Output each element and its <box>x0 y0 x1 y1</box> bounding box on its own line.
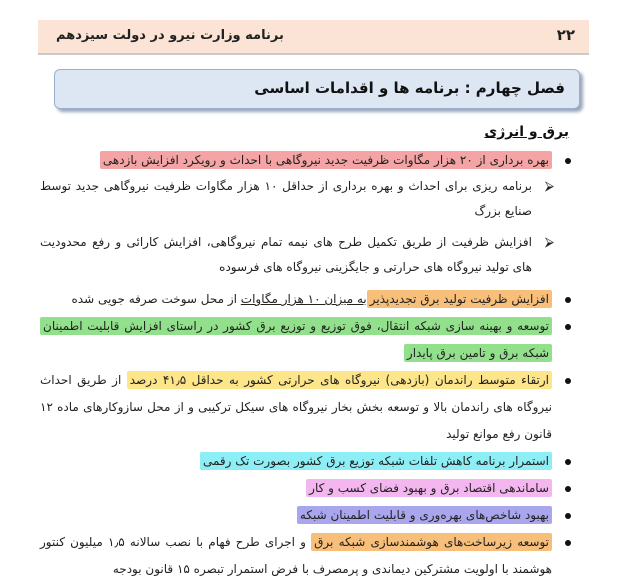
content-list <box>40 147 576 583</box>
underlined-text: به میزان ۱۰ هزار مگاوات <box>240 292 367 306</box>
list-item <box>40 529 576 583</box>
item-text: از محل سوخت صرفه جویی شده <box>71 292 241 306</box>
list-item <box>40 502 576 529</box>
running-title: برنامه وزارت نیرو در دولت سیزدهم <box>56 28 284 43</box>
section-heading: برق و انرژی <box>484 124 569 140</box>
list-item <box>40 475 576 502</box>
arrowhead-bullet-icon: ⮚ <box>544 179 554 194</box>
page-number: ۲۲ <box>556 26 575 44</box>
highlighted-text: استمرار برنامه کاهش تلفات شبکه توزیع برق کشور بصورت تک رقمی <box>200 452 552 470</box>
list-item <box>40 448 576 475</box>
sub-list-item <box>40 230 576 280</box>
item-text: از طریق احداث نیروگاه های راندمان بالا و توسعه بخش بخار نیروگاه های سیکل ترکیبی و از محل سازوکارهای ماده ۱۲ قانون رفع موانع تولید <box>40 373 552 441</box>
item-text: و اجرای طرح فهام با نصب سالانه ۱٫۵ میلیون کنتور هوشمند با اولویت مشترکین دیماندی و پرمصرف با فرض استمرار تبصره ۱۵ قانون بودجه <box>40 535 552 576</box>
page-header <box>38 20 589 55</box>
arrowhead-bullet-icon: ⮚ <box>544 235 554 250</box>
highlighted-text: ارتقاء متوسط راندمان (بازدهی) نیروگاه های حرارتی کشور به حداقل ۴۱٫۵ درصد <box>127 371 552 389</box>
highlighted-text: افزایش ظرفیت تولید برق تجدیدپذیر <box>367 290 552 308</box>
highlighted-text: بهره برداری از ۲۰ هزار مگاوات ظرفیت جدید نیروگاهی با احداث و رویکرد افزایش بازدهی <box>100 151 552 169</box>
item-text: برنامه ریزی برای احداث و بهره برداری از حداقل ۱۰ هزار مگاوات ظرفیت نیروگاهی جدید توسط صنایع بزرگ <box>40 179 532 218</box>
sub-list-item <box>40 174 576 224</box>
highlighted-text: ساماندهی اقتصاد برق و بهبود فضای کسب و کار <box>306 479 552 497</box>
highlighted-text: بهبود شاخص‌های بهره‌وری و قابلیت اطمینان شبکه <box>297 506 552 524</box>
chapter-title-box <box>54 69 580 109</box>
list-item <box>40 147 576 174</box>
list-item <box>40 367 576 448</box>
list-item <box>40 313 576 367</box>
highlighted-text: توسعه زیرساخت‌های هوشمندسازی شبکه برق <box>311 533 552 551</box>
chapter-title: فصل چهارم : برنامه ها و اقدامات اساسی <box>254 79 565 97</box>
list-item <box>40 286 576 313</box>
item-text: افزایش ظرفیت از طریق تکمیل طرح های نیمه تمام نیروگاهی، افزایش کارائی و رفع محدودیت های تولید نیروگاه های حرارتی و جایگزینی نیروگاه های فرسوده <box>40 235 532 274</box>
highlighted-text: توسعه و بهینه سازی شبکه انتقال، فوق توزیع و توزیع برق کشور در راستای افزایش قابلیت اطمینان شبکه برق و تامین برق پایدار <box>40 317 552 362</box>
